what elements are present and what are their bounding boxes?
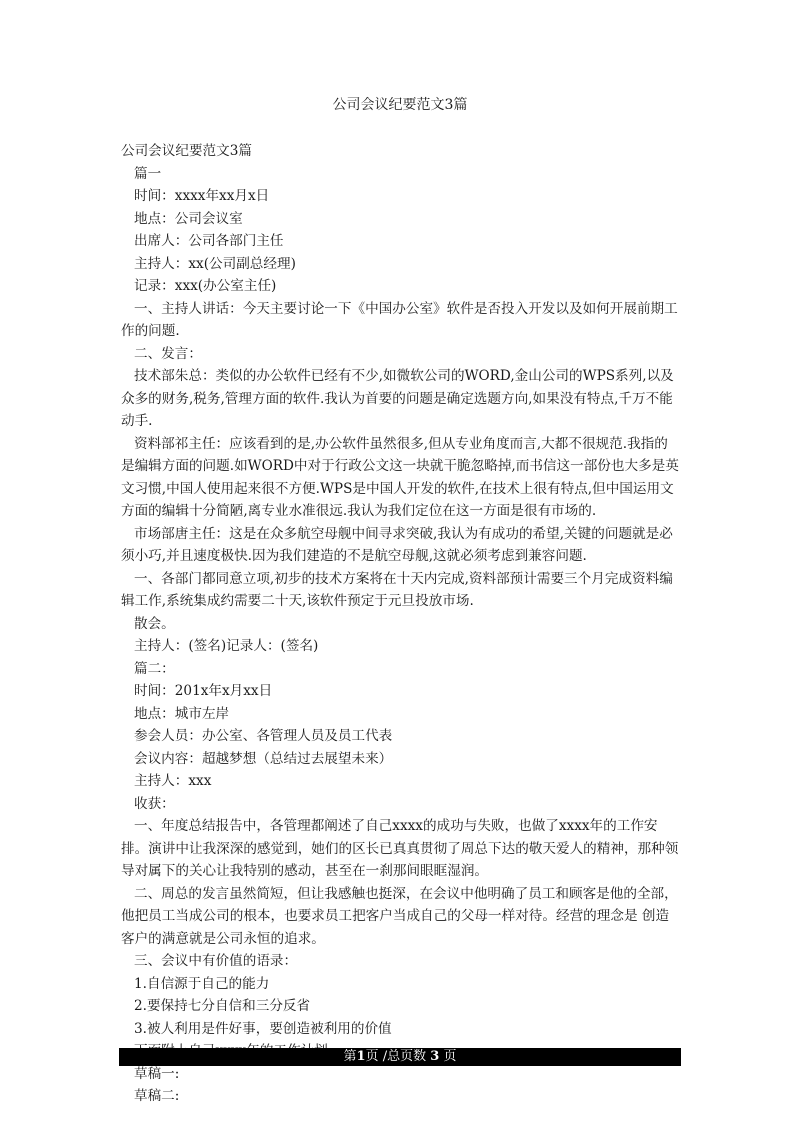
body-paragraph: 二、发言： xyxy=(134,345,202,362)
body-paragraph: 篇一 xyxy=(134,165,162,182)
body-paragraph: 时间：xxxx年xx月x日 xyxy=(134,188,270,204)
page-number: 1 xyxy=(356,1049,366,1064)
total-pages: 3 xyxy=(430,1049,440,1064)
page-label-suffix: 页 xyxy=(443,1049,457,1064)
document-body xyxy=(121,140,681,1108)
body-paragraph: 1.自信源于自己的能力 xyxy=(134,975,270,992)
body-paragraph: 资料部祁主任：应该看到的是,办公软件虽然很多,但从专业角度而言,大都不很规范.我指的是编辑方面的问题.如WORD中对于行政公文这一块就干脆忽略掉,而书信这一部份也大多是英文习惯,中国人使用起来很不方便.WPS是中国人开发的软件,在技术上很有特点,但中国运用文方面的编辑十分简陋,离专业水准很远.我认为我们定位在这一方面是很有市场的. xyxy=(121,435,679,519)
body-paragraph: 参会人员：办公室、各管理人员及员工代表 xyxy=(134,728,393,744)
page-footer xyxy=(119,1048,681,1066)
body-paragraph: 会议内容：超越梦想（总结过去展望未来） xyxy=(134,750,393,767)
body-paragraph: 一、各部门都同意立项,初步的技术方案将在十天内完成,资料部预计需要三个月完成资料编辑工作,系统集成约需要二十天,该软件预定于元旦投放市场. xyxy=(121,570,673,609)
body-paragraph: 二、周总的发言虽然简短，但让我感触也挺深，在会议中他明确了员工和顾客是他的全部，他把员工当成公司的根本，也要求员工把客户当成自己的父母一样对待。经营的理念是 创造客户的满意就是公司永恒的追求。 xyxy=(121,885,678,947)
page-title: 公司会议纪要范文3篇 xyxy=(332,97,468,113)
body-paragraph: 3.被人利用是件好事，要创造被利用的价值 xyxy=(134,1020,392,1037)
body-paragraph: 一、年度总结报告中，各管理都阐述了自己xxxx的成功与失败，也做了xxxx年的工作安排。演讲中让我深深的感觉到，她们的区长已真真贯彻了周总下达的敬天爱人的精神，那种领导对属下的关心让我特别的感动，甚至在一刹那间眼眶湿润。 xyxy=(121,818,679,879)
body-paragraph: 篇二： xyxy=(134,660,175,677)
page-label-prefix: 第 xyxy=(343,1049,357,1064)
body-paragraph: 市场部唐主任：这是在众多航空母舰中间寻求突破,我认为有成功的希望,关键的问题就是必须小巧,并且速度极快.因为我们建造的不是航空母舰,这就必须考虑到兼容问题. xyxy=(121,525,673,564)
page-label-mid: 页 /总页数 xyxy=(365,1049,427,1064)
body-paragraph: 散会。 xyxy=(134,615,175,632)
body-paragraph: 主持人：(签名)记录人：(签名) xyxy=(134,638,319,654)
body-paragraph: 主持人：xx(公司副总经理) xyxy=(134,255,296,272)
body-paragraph: 地点：公司会议室 xyxy=(134,210,243,227)
body-paragraph: 草稿一: xyxy=(134,1065,180,1082)
body-paragraph: 草稿二: xyxy=(134,1088,180,1104)
body-paragraph: 一、主持人讲话：今天主要讨论一下《中国办公室》软件是否投入开发以及如何开展前期工作的问题. xyxy=(121,300,678,339)
body-paragraph: 技术部朱总：类似的办公软件已经有不少,如微软公司的WORD,金山公司的WPS系列,以及众多的财务,税务,管理方面的软件.我认为首要的问题是确定选题方向,如果没有特点,千万不能动手. xyxy=(121,368,674,429)
body-paragraph: 时间：201x年x月xx日 xyxy=(134,683,273,699)
body-paragraph: 2.要保持七分自信和三分反省 xyxy=(134,998,311,1014)
body-paragraph: 三、会议中有价值的语录： xyxy=(134,953,298,969)
body-paragraph: 地点：城市左岸 xyxy=(134,705,230,722)
body-paragraph: 出席人：公司各部门主任 xyxy=(134,233,284,249)
body-paragraph: 主持人：xxx xyxy=(134,773,212,789)
body-paragraph: 记录：xxx(办公室主任) xyxy=(134,278,277,294)
body-paragraph: 收获： xyxy=(134,795,175,812)
body-paragraph: 公司会议纪要范文3篇 xyxy=(121,143,252,159)
